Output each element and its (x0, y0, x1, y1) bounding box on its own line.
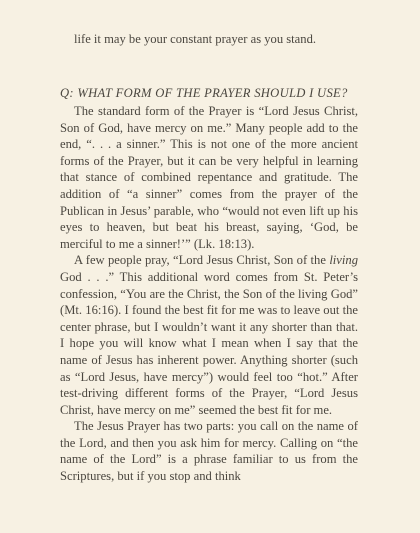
paragraph-2 (60, 252, 358, 418)
question-heading: Q: WHAT FORM OF THE PRAYER SHOULD I USE? (60, 86, 348, 100)
paragraph-2-text-end: God . . .” This additional word comes from St. Peter’s confession, “You are the Christ, the Son of the living God” (Mt. 16:16). I found the best fit for me was to leave out the center phrase, but I wouldn’t want it any shorter than that. I hope you will know what I mean when I say that the name of Jesus has inherent power. Anything shorter (such as “Lord Jesus, have mercy”) would feel too “hot.” After test-driving different forms of the Prayer, “Lord Jesus Christ, have mercy on me” seemed the best fit for me. (60, 269, 358, 417)
paragraph-3: The Jesus Prayer has two parts: you call on the name of the Lord, and then you ask him for mercy. Calling on “the name of the Lord” is a phrase familiar to us from the Scriptures, but if you stop and think (60, 419, 358, 484)
paragraph-1: The standard form of the Prayer is “Lord Jesus Christ, Son of God, have mercy on me.” Many people add to the end, “. . . a sinner.” This is not one of the more ancient forms of the Prayer, but it can be very helpful in learning that stance of combined repentance and gratitude. The addition of “a sinner” comes from the prayer of the Publican in Jesus’ parable, who “would not even lift up his eyes to heaven, but beat his breast, saying, ‘God, be merciful to me a sinner!’” (Lk. 18:13). (60, 104, 358, 251)
emphasized-word: living (329, 253, 358, 268)
continued-text-line: life it may be your constant prayer as you stand. (74, 32, 317, 46)
paragraph-2-text-start: A few people pray, “Lord Jesus Christ, Son of the (74, 253, 330, 268)
